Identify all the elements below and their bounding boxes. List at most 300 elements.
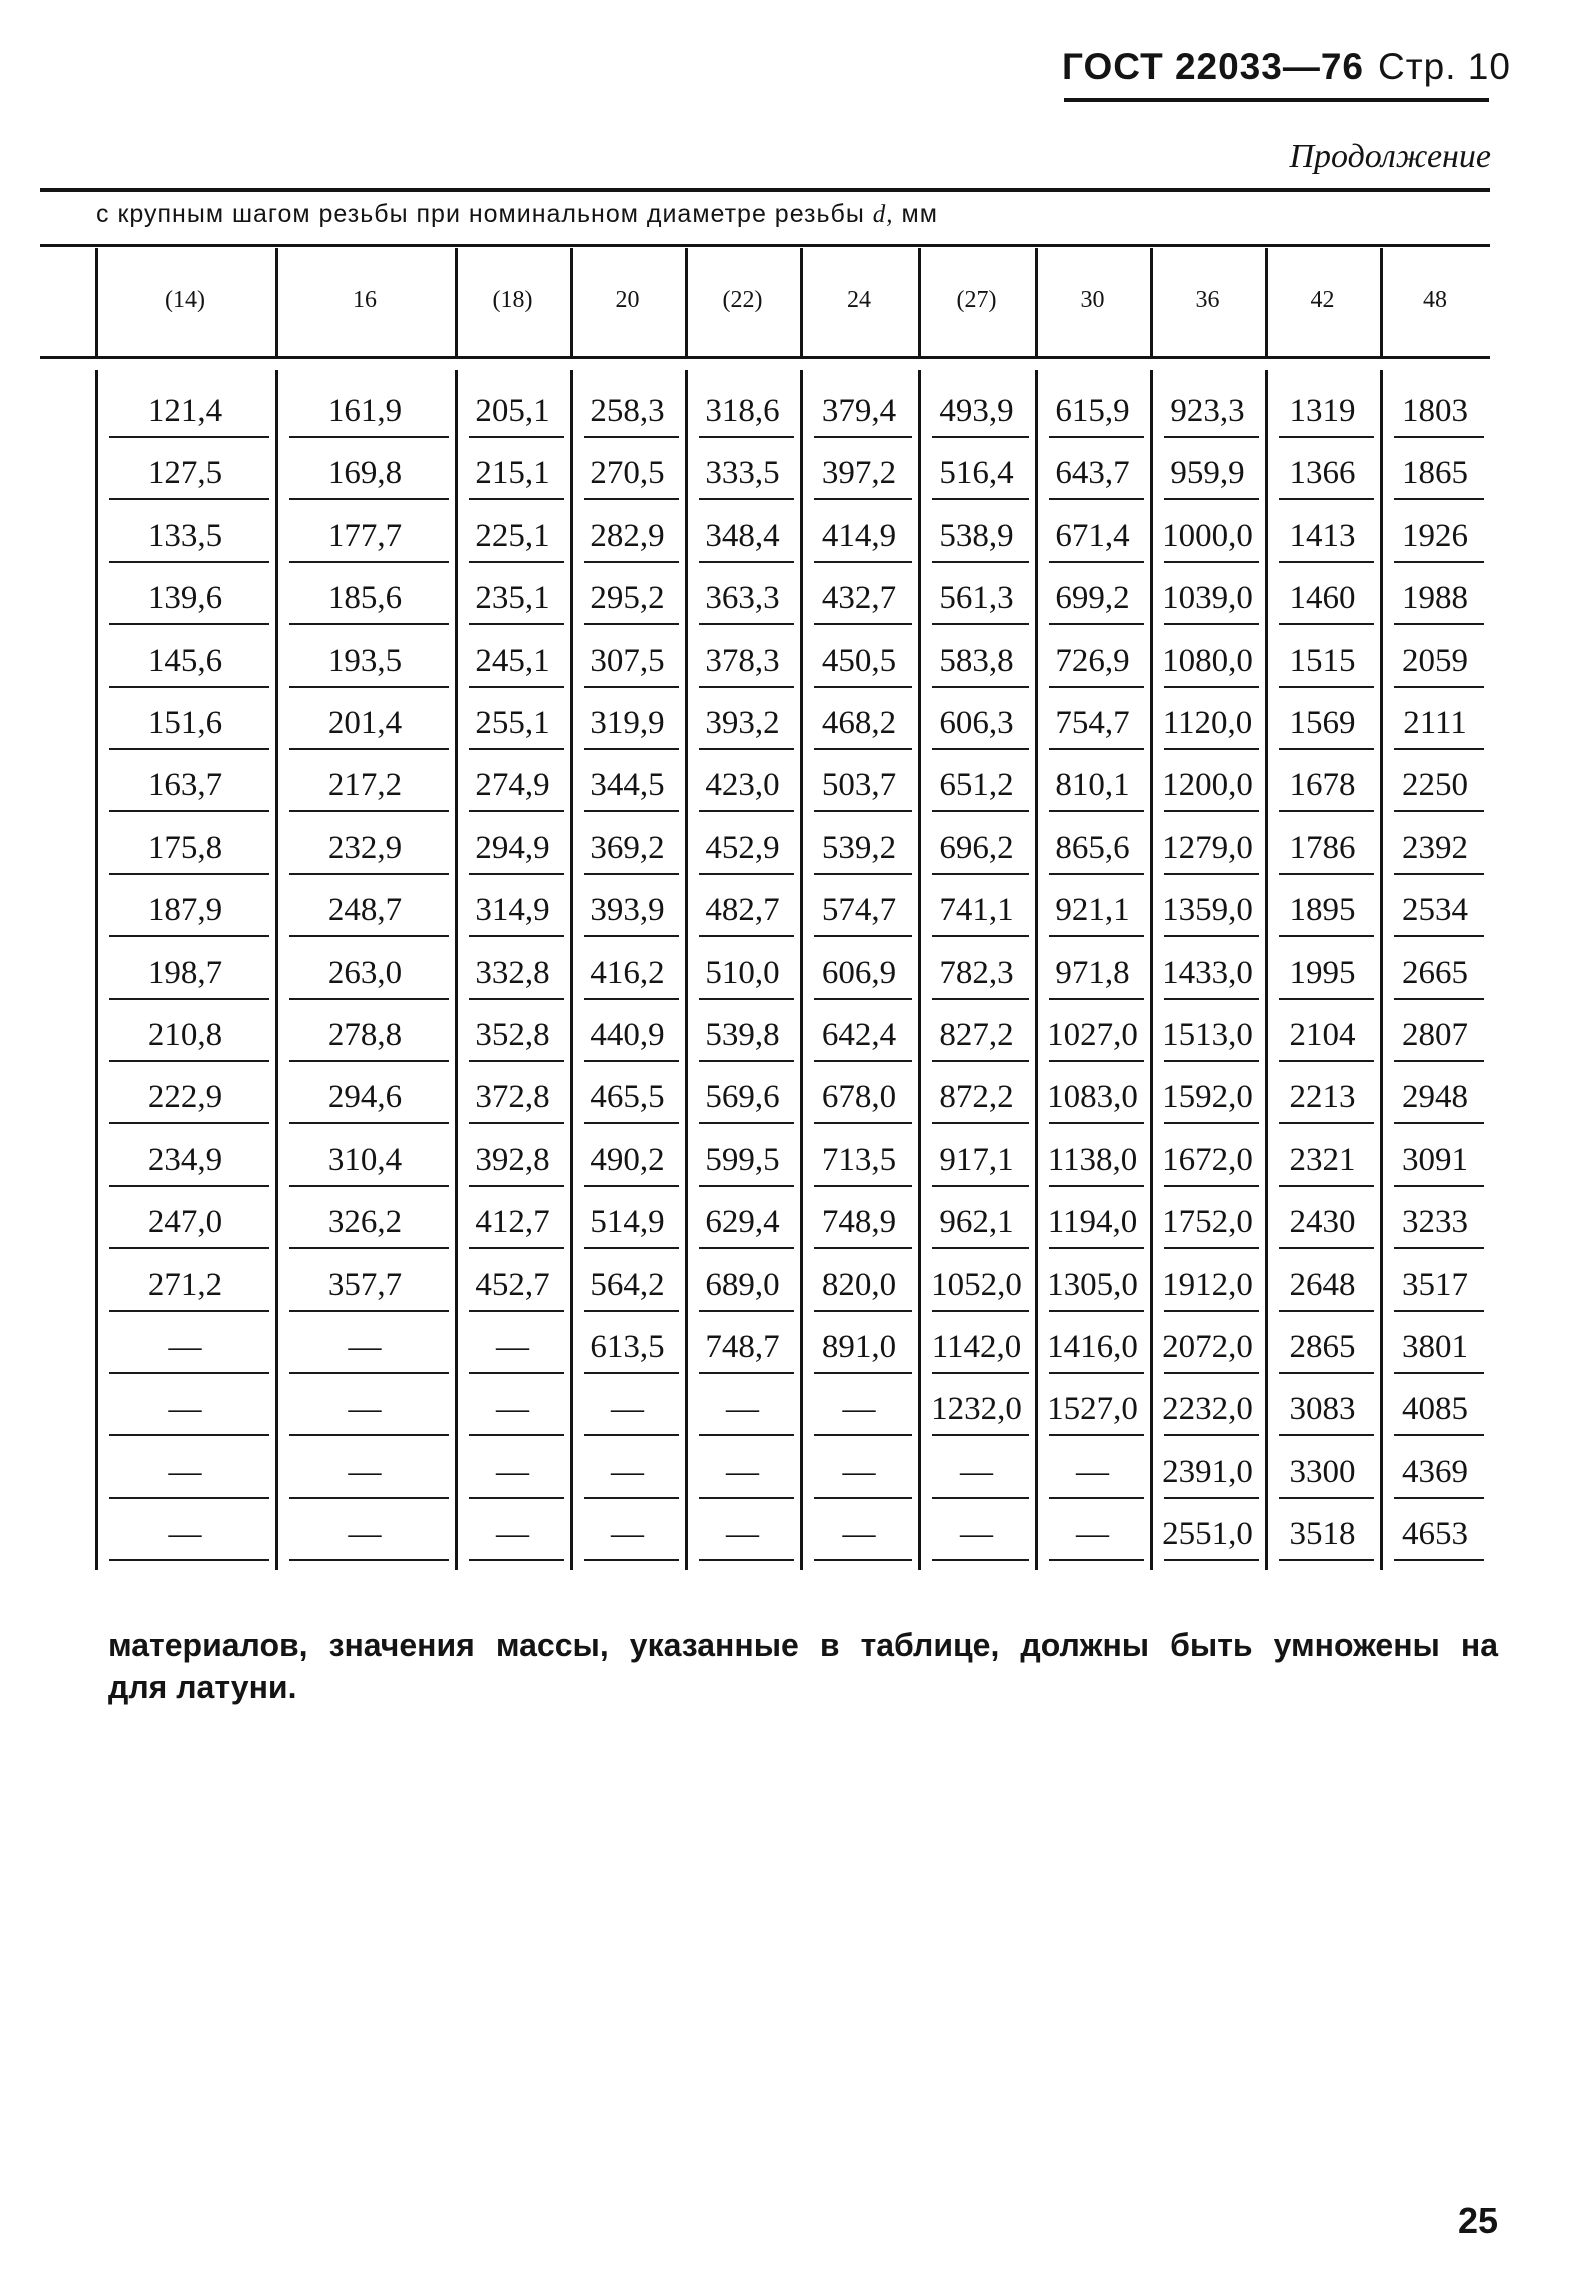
row-underline — [1049, 1310, 1144, 1312]
table-cell: 270,5 — [590, 455, 665, 492]
table-cell: 127,5 — [147, 455, 223, 492]
row-underline — [1394, 623, 1484, 625]
row-underline — [814, 873, 912, 875]
header-top-rule — [40, 244, 1490, 247]
row-underline — [584, 1185, 679, 1187]
table-cell: 671,4 — [1055, 517, 1130, 554]
row-underline — [1049, 1497, 1144, 1499]
table-cell: 452,9 — [705, 829, 780, 866]
table-cell: 651,2 — [939, 767, 1014, 804]
row-underline — [1049, 561, 1144, 563]
table-cell: 1513,0 — [1162, 1017, 1253, 1053]
table-cell: 294,6 — [327, 1079, 403, 1116]
row-underline — [1164, 810, 1259, 812]
row-underline — [814, 686, 912, 688]
table-cell: 4369 — [1402, 1453, 1468, 1490]
row-underline — [109, 1122, 269, 1124]
table-cell: 352,8 — [475, 1017, 550, 1053]
table-cell: 133,5 — [147, 517, 223, 554]
table-cell: — — [842, 1453, 876, 1490]
table-cell: — — [842, 1391, 876, 1428]
table-cell: 569,6 — [705, 1079, 780, 1116]
table-cell: 493,9 — [939, 393, 1014, 429]
table-cell: 201,4 — [327, 705, 403, 741]
table-cell: 1120,0 — [1162, 705, 1253, 741]
row-underline — [109, 1497, 269, 1499]
row-underline — [1394, 748, 1484, 750]
table-cell: 1912,0 — [1162, 1266, 1253, 1303]
table-cell: 1865 — [1402, 455, 1468, 492]
row-underline — [699, 498, 794, 500]
row-underline — [1279, 436, 1374, 438]
table-cell: — — [348, 1329, 382, 1365]
caption-unit: мм — [901, 200, 938, 228]
row-underline — [699, 1185, 794, 1187]
row-underline — [1394, 561, 1484, 563]
table-cell: — — [168, 1329, 202, 1365]
row-underline — [1164, 1310, 1259, 1312]
table-cell: 696,2 — [939, 829, 1014, 866]
table-cell: 490,2 — [590, 1141, 665, 1178]
row-underline — [932, 1122, 1029, 1124]
row-underline — [469, 1060, 564, 1062]
column-header: 24 — [847, 287, 871, 313]
row-underline — [1049, 998, 1144, 1000]
table-cell: 205,1 — [475, 393, 550, 429]
row-underline — [1279, 810, 1374, 812]
table-cell: — — [611, 1453, 644, 1490]
row-underline — [814, 1247, 912, 1249]
row-underline — [932, 498, 1029, 500]
table-cell: 1200,0 — [1162, 767, 1253, 804]
table-cell: 1000,0 — [1162, 517, 1253, 554]
table-cell: 310,4 — [327, 1141, 403, 1178]
table-cell: 1752,0 — [1162, 1204, 1253, 1241]
table-cell: 1678 — [1289, 767, 1356, 804]
caption-variable: d, — [872, 201, 894, 228]
row-underline — [109, 686, 269, 688]
table-cell: 333,5 — [705, 455, 780, 492]
table-cell: — — [168, 1516, 202, 1553]
table-cell: 3091 — [1402, 1141, 1468, 1178]
row-underline — [814, 748, 912, 750]
row-underline — [584, 998, 679, 1000]
row-underline — [584, 498, 679, 500]
row-underline — [814, 935, 912, 937]
row-underline — [1279, 1185, 1374, 1187]
table-cell: 678,0 — [821, 1079, 897, 1116]
table-cell: 1083,0 — [1047, 1079, 1138, 1116]
table-cell: 1142,0 — [931, 1329, 1022, 1365]
row-underline — [109, 998, 269, 1000]
table-cell: 606,9 — [821, 954, 897, 991]
table-cell: 416,2 — [590, 954, 665, 991]
row-underline — [109, 1310, 269, 1312]
table-cell: 397,2 — [821, 455, 897, 492]
header-bottom-rule — [40, 356, 1490, 359]
row-underline — [1164, 1559, 1259, 1561]
table-cell: 2648 — [1289, 1266, 1356, 1303]
row-underline — [1049, 686, 1144, 688]
table-cell: 643,7 — [1055, 455, 1130, 492]
row-underline — [289, 686, 449, 688]
column-header: 20 — [615, 287, 640, 313]
table-cell: 810,1 — [1055, 767, 1130, 804]
table-cell: 3517 — [1402, 1266, 1468, 1303]
table-cell: 393,9 — [590, 892, 665, 929]
table-cell: 145,6 — [147, 642, 223, 679]
table-cell: 1138,0 — [1047, 1141, 1138, 1178]
table-cell: 274,9 — [475, 767, 550, 804]
table-cell: 175,8 — [147, 829, 223, 866]
table-cell: 163,7 — [147, 767, 223, 804]
column-header: (18) — [492, 287, 533, 313]
table-cell: 294,9 — [475, 829, 550, 866]
column-header: 42 — [1310, 287, 1335, 313]
row-underline — [1394, 1559, 1484, 1561]
row-underline — [109, 1185, 269, 1187]
row-underline — [814, 1060, 912, 1062]
table-cell: 615,9 — [1055, 393, 1130, 429]
table-cell: 2104 — [1289, 1017, 1356, 1053]
row-underline — [1049, 748, 1144, 750]
row-underline — [1394, 998, 1484, 1000]
table-cell: 139,6 — [147, 580, 223, 617]
row-underline — [932, 561, 1029, 563]
table-cell: 232,9 — [327, 829, 403, 866]
table-cell: 3083 — [1289, 1391, 1356, 1428]
row-underline — [1394, 1060, 1484, 1062]
table-cell: 1359,0 — [1162, 892, 1253, 929]
table-cell: 271,2 — [147, 1266, 223, 1303]
row-underline — [932, 1372, 1029, 1374]
table-cell: 482,7 — [705, 892, 780, 929]
row-underline — [814, 810, 912, 812]
row-underline — [1049, 1559, 1144, 1561]
table-cell: 1895 — [1289, 892, 1356, 929]
table-cell: 177,7 — [327, 517, 403, 554]
row-underline — [1394, 436, 1484, 438]
row-underline — [109, 1060, 269, 1062]
row-underline — [584, 561, 679, 563]
row-underline — [289, 436, 449, 438]
table-cell: 872,2 — [939, 1079, 1014, 1116]
row-underline — [699, 686, 794, 688]
table-cell: 282,9 — [590, 517, 665, 554]
table-cell: 222,9 — [147, 1079, 223, 1116]
table-cell: 363,3 — [705, 580, 780, 617]
table-cell: 151,6 — [147, 705, 223, 741]
row-underline — [932, 873, 1029, 875]
row-underline — [1164, 1372, 1259, 1374]
row-underline — [109, 810, 269, 812]
table-cell: — — [611, 1391, 644, 1428]
table-cell: 314,9 — [475, 892, 550, 929]
row-underline — [1394, 1185, 1484, 1187]
row-underline — [109, 498, 269, 500]
table-cell: 450,5 — [821, 642, 897, 679]
table-cell: 1413 — [1289, 517, 1356, 554]
row-underline — [584, 935, 679, 937]
row-underline — [1164, 1060, 1259, 1062]
table-cell: 1039,0 — [1162, 580, 1253, 617]
row-underline — [1049, 1247, 1144, 1249]
row-underline — [1279, 935, 1374, 937]
row-underline — [1049, 1372, 1144, 1374]
table-cell: 1672,0 — [1162, 1141, 1253, 1178]
table-cell: 2551,0 — [1162, 1516, 1253, 1553]
table-cell: 2534 — [1402, 892, 1468, 929]
table-cell: 713,5 — [821, 1141, 897, 1178]
row-underline — [469, 686, 564, 688]
row-underline — [289, 1247, 449, 1249]
row-underline — [814, 1122, 912, 1124]
row-underline — [814, 498, 912, 500]
row-underline — [109, 873, 269, 875]
row-underline — [1164, 873, 1259, 875]
table-cell: 412,7 — [475, 1204, 550, 1241]
row-underline — [1164, 686, 1259, 688]
table-cell: 393,2 — [705, 705, 780, 741]
footnote-line-2: для латуни. — [108, 1669, 297, 1705]
table-cell: 2059 — [1402, 642, 1468, 679]
table-cell: 962,1 — [939, 1204, 1014, 1241]
table-cell: 210,8 — [147, 1017, 223, 1053]
row-underline — [469, 1559, 564, 1561]
row-underline — [1279, 1060, 1374, 1062]
table-cell: 1592,0 — [1162, 1079, 1253, 1116]
row-underline — [289, 935, 449, 937]
table-cell: 440,9 — [590, 1017, 665, 1053]
table-cell: 452,7 — [475, 1266, 550, 1303]
table-cell: 1527,0 — [1047, 1391, 1138, 1428]
row-underline — [699, 1434, 794, 1436]
row-underline — [469, 1310, 564, 1312]
standard-number: ГОСТ 22033—76 — [1062, 46, 1364, 87]
page-header — [1062, 46, 1511, 88]
row-underline — [109, 1247, 269, 1249]
row-underline — [814, 1310, 912, 1312]
row-underline — [699, 561, 794, 563]
row-underline — [584, 810, 679, 812]
table-cell: 741,1 — [939, 892, 1014, 929]
row-underline — [699, 935, 794, 937]
row-underline — [1164, 436, 1259, 438]
row-underline — [1279, 1372, 1374, 1374]
row-underline — [109, 1559, 269, 1561]
row-underline — [1279, 623, 1374, 625]
row-underline — [109, 935, 269, 937]
row-underline — [1049, 498, 1144, 500]
row-underline — [1279, 998, 1374, 1000]
row-underline — [469, 1372, 564, 1374]
table-cell: 378,3 — [705, 642, 780, 679]
row-underline — [932, 1434, 1029, 1436]
row-underline — [469, 1185, 564, 1187]
table-cell: 235,1 — [475, 580, 550, 617]
row-underline — [1049, 935, 1144, 937]
table-cell: 1319 — [1289, 393, 1356, 429]
row-underline — [1394, 498, 1484, 500]
table-cell: — — [168, 1453, 202, 1490]
row-underline — [1279, 873, 1374, 875]
row-underline — [289, 1497, 449, 1499]
table-cell: 255,1 — [475, 705, 550, 741]
row-underline — [584, 1247, 679, 1249]
table-cell: 2250 — [1402, 767, 1468, 804]
table-cell: 326,2 — [327, 1204, 403, 1241]
table-cell: 185,6 — [327, 580, 403, 617]
row-underline — [469, 1122, 564, 1124]
table-cell: 198,7 — [147, 954, 223, 991]
row-underline — [289, 810, 449, 812]
table-cell: 1194,0 — [1047, 1204, 1138, 1241]
table-cell: 318,6 — [705, 393, 780, 429]
header-rule — [1064, 98, 1489, 102]
continuation-label: Продолжение — [1289, 138, 1491, 175]
row-underline — [932, 1247, 1029, 1249]
table-cell: 278,8 — [327, 1017, 403, 1053]
row-underline — [469, 436, 564, 438]
row-underline — [814, 1185, 912, 1187]
table-cell: 4085 — [1402, 1391, 1468, 1428]
table-cell: 215,1 — [475, 455, 550, 492]
table-cell: 2865 — [1289, 1329, 1356, 1365]
table-cell: 917,1 — [939, 1141, 1014, 1178]
table-cell: 1988 — [1402, 580, 1468, 617]
row-underline — [814, 1372, 912, 1374]
row-underline — [584, 873, 679, 875]
row-underline — [814, 623, 912, 625]
table-cell: 516,4 — [939, 455, 1014, 492]
row-underline — [289, 1434, 449, 1436]
table-cell: 561,3 — [939, 580, 1014, 617]
table-cell: 2111 — [1403, 705, 1467, 741]
row-underline — [699, 1060, 794, 1062]
table-cell: 1305,0 — [1047, 1266, 1138, 1303]
row-underline — [1049, 810, 1144, 812]
row-underline — [699, 1497, 794, 1499]
table-cell: 332,8 — [475, 954, 550, 991]
row-underline — [1049, 1434, 1144, 1436]
row-underline — [814, 1497, 912, 1499]
column-header: 16 — [353, 287, 377, 313]
row-underline — [289, 998, 449, 1000]
table-cell: 1279,0 — [1162, 829, 1253, 866]
row-underline — [1394, 1497, 1484, 1499]
row-underline — [584, 1122, 679, 1124]
table-cell: — — [726, 1516, 759, 1553]
row-underline — [1279, 1497, 1374, 1499]
table-cell: 613,5 — [590, 1329, 665, 1365]
row-underline — [1164, 1434, 1259, 1436]
row-underline — [469, 935, 564, 937]
table-cell: 1433,0 — [1162, 954, 1253, 991]
row-underline — [932, 1310, 1029, 1312]
table-cell: 564,2 — [590, 1266, 665, 1303]
table-cell: 1786 — [1289, 829, 1356, 866]
row-underline — [1164, 1185, 1259, 1187]
row-underline — [699, 1122, 794, 1124]
table-cell: — — [496, 1391, 529, 1428]
column-header: (14) — [165, 287, 205, 313]
table-cell: 539,8 — [705, 1017, 780, 1053]
table-cell: 606,3 — [939, 705, 1014, 741]
row-underline — [109, 748, 269, 750]
table-cell: 2430 — [1289, 1204, 1356, 1241]
row-underline — [1049, 1185, 1144, 1187]
row-underline — [1164, 1247, 1259, 1249]
row-underline — [289, 873, 449, 875]
table-cell: 1569 — [1289, 705, 1356, 741]
footnote — [108, 1624, 1498, 1708]
table-cell: 245,1 — [475, 642, 550, 679]
row-underline — [109, 436, 269, 438]
row-underline — [1164, 623, 1259, 625]
table-cell: 629,4 — [705, 1204, 780, 1241]
row-underline — [584, 748, 679, 750]
table-cell: 344,5 — [590, 767, 665, 804]
row-underline — [584, 1310, 679, 1312]
row-underline — [932, 998, 1029, 1000]
table-cell: 1232,0 — [931, 1391, 1022, 1428]
table-cell: 2213 — [1289, 1079, 1356, 1116]
row-underline — [1279, 1434, 1374, 1436]
row-underline — [584, 1434, 679, 1436]
row-underline — [289, 1122, 449, 1124]
row-underline — [699, 748, 794, 750]
row-underline — [932, 1559, 1029, 1561]
table-cell: 1995 — [1289, 954, 1356, 991]
row-underline — [109, 561, 269, 563]
row-underline — [814, 1434, 912, 1436]
row-underline — [1394, 1434, 1484, 1436]
row-underline — [469, 998, 564, 1000]
row-underline — [814, 998, 912, 1000]
row-underline — [584, 686, 679, 688]
page-number: 25 — [1458, 2200, 1499, 2241]
row-underline — [109, 1434, 269, 1436]
table-cell: 971,8 — [1055, 954, 1130, 991]
row-underline — [699, 436, 794, 438]
table-cell: 754,7 — [1055, 705, 1130, 741]
table-cell: — — [496, 1453, 529, 1490]
table-cell: 820,0 — [821, 1266, 897, 1303]
table-cell: 642,4 — [821, 1017, 897, 1053]
row-underline — [469, 561, 564, 563]
row-underline — [699, 1310, 794, 1312]
row-underline — [109, 1372, 269, 1374]
table-cell: 295,2 — [590, 580, 665, 617]
table-cell: 1052,0 — [931, 1266, 1022, 1303]
table-cell: 187,9 — [147, 892, 223, 929]
table-cell: 921,1 — [1055, 892, 1130, 929]
row-underline — [932, 623, 1029, 625]
row-underline — [1279, 498, 1374, 500]
row-underline — [1049, 873, 1144, 875]
table-cell: 392,8 — [475, 1141, 550, 1178]
row-underline — [469, 1247, 564, 1249]
row-underline — [699, 623, 794, 625]
row-underline — [1164, 1497, 1259, 1499]
table-cell: 169,8 — [327, 455, 403, 492]
table-cell: 748,9 — [821, 1204, 897, 1241]
table-cell: — — [1076, 1516, 1109, 1553]
table-cell: 1366 — [1289, 455, 1356, 492]
table-cell: 2392 — [1402, 829, 1468, 866]
table-cell: 583,8 — [939, 642, 1014, 679]
row-underline — [699, 873, 794, 875]
